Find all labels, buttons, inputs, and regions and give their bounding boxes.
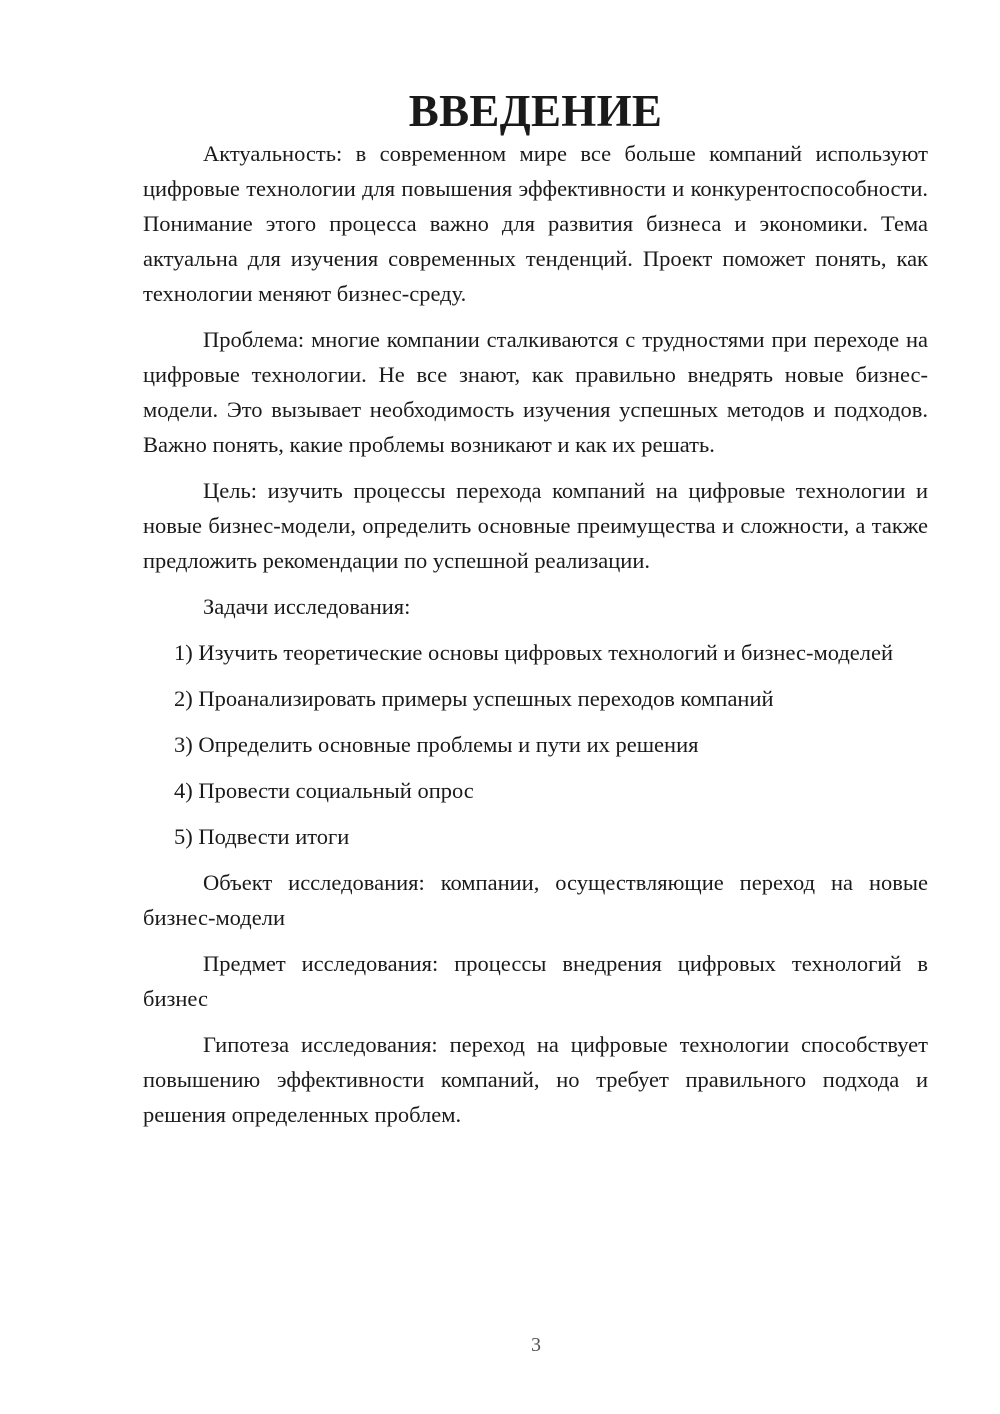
task-item: 5) Подвести итоги xyxy=(174,824,350,849)
section-heading: ВВЕДЕНИЕ xyxy=(408,86,663,136)
document-page xyxy=(143,86,928,1143)
goal-paragraph: Цель: изучить процессы перехода компаний на цифровые технологии и новые бизнес-модели, определить основные преимущества и сложности, а также предложить рекомендации по успешной реализации. xyxy=(143,478,928,573)
problem-paragraph: Проблема: многие компании сталкиваются с трудностями при переходе на цифровые технологии. Не все знают, как правильно внедрять новые бизнес-модели. Это вызывает необходимость изучения успешных методов и подходов. Важно понять, какие проблемы возникают и как их решать. xyxy=(143,327,928,457)
hypothesis-paragraph: Гипотеза исследования: переход на цифровые технологии способствует повышению эффективности компаний, но требует правильного подхода и решения определенных проблем. xyxy=(143,1032,928,1127)
task-item: 2) Проанализировать примеры успешных переходов компаний xyxy=(174,686,774,711)
page-number: 3 xyxy=(531,1334,541,1356)
tasks-list xyxy=(143,635,928,854)
tasks-title: Задачи исследования: xyxy=(203,594,411,619)
subject-paragraph: Предмет исследования: процессы внедрения цифровых технологий в бизнес xyxy=(143,951,928,1011)
task-item: 3) Определить основные проблемы и пути их решения xyxy=(174,732,699,757)
relevance-paragraph: Актуальность: в современном мире все больше компаний используют цифровые технологии для повышения эффективности и конкурентоспособности. Понимание этого процесса важно для развития бизнеса и экономики. Тема актуальна для изучения современных тенденций. Проект поможет понять, как технологии меняют бизнес-среду. xyxy=(143,141,928,306)
task-item: 1) Изучить теоретические основы цифровых технологий и бизнес-моделей xyxy=(174,640,894,665)
object-paragraph: Объект исследования: компании, осуществляющие переход на новые бизнес-модели xyxy=(143,870,928,930)
task-item: 4) Провести социальный опрос xyxy=(174,778,474,803)
